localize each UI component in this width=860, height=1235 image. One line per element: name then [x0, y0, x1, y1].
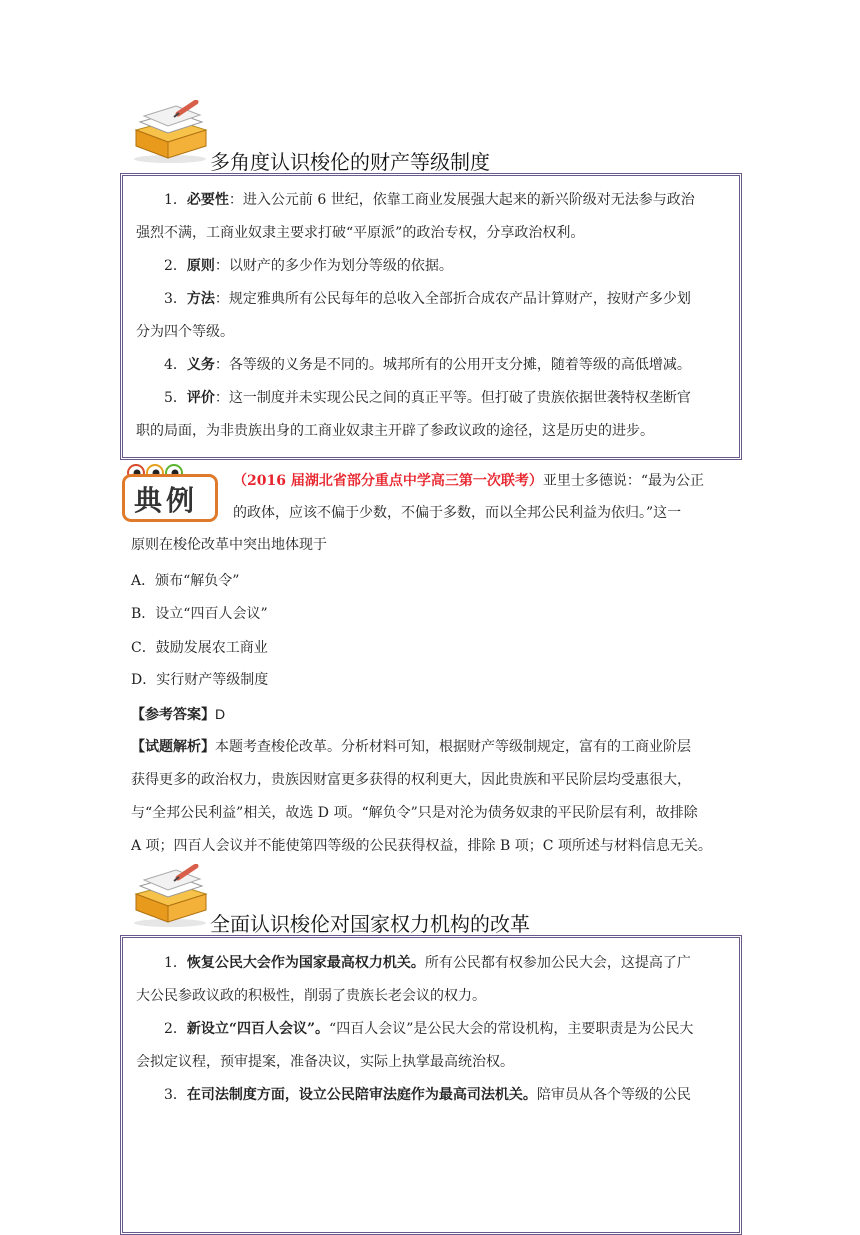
question-source: （2016 届湖北省部分重点中学高三第一次联考）: [233, 473, 543, 489]
book-pencil-icon: [130, 100, 210, 164]
list-item: 3．在司法制度方面，设立公民陪审法庭作为最高司法机关。陪审员从各个等级的公民: [164, 1087, 691, 1103]
question-line: （2016 届湖北省部分重点中学高三第一次联考）亚里士多德说：“最为公正: [233, 473, 705, 489]
example-badge-label: 典例: [134, 484, 199, 517]
list-item-continuation: 会拟定议程，预审提案，准备决议，实际上执掌最高统治权。: [136, 1054, 514, 1070]
option-a: A．颁布“解负令”: [131, 573, 240, 589]
option-d: D．实行财产等级制度: [131, 672, 269, 688]
example-badge: [122, 462, 220, 524]
analysis-line: 与“全邦公民利益”相关，故选 D 项。“解负令”只是对沦为债务奴隶的平民阶层有利，故排除: [131, 805, 698, 821]
list-item-continuation: 大公民参政议政的积极性，削弱了贵族长老会议的权力。: [136, 988, 486, 1004]
question-line: 的政体，应该不偏于少数，不偏于多数，而以全邦公民利益为依归。”这一: [233, 505, 682, 521]
content-frame: [120, 935, 742, 1235]
list-item: 2．原则：以财产的多少作为划分等级的依据。: [164, 258, 453, 274]
list-item: 2．新设立“四百人会议”。“四百人会议”是公民大会的常设机构，主要职责是为公民大: [164, 1021, 694, 1037]
book-pencil-icon: [130, 864, 210, 928]
analysis-line: A 项；四百人会议并不能使第四等级的公民获得权益，排除 B 项；C 项所述与材料信息无关。: [131, 838, 712, 854]
answer-line: 【参考答案】D: [131, 706, 226, 723]
analysis-line: 获得更多的政治权力，贵族因财富更多获得的权利更大，因此贵族和平民阶层均受惠很大，: [131, 772, 691, 788]
content-frame: [120, 173, 742, 460]
analysis-line: 【试题解析】本题考查梭伦改革。分析材料可知，根据财产等级制规定，富有的工商业阶层: [131, 739, 691, 755]
option-b: B．设立“四百人会议”: [131, 606, 268, 622]
list-item: 1．必要性：进入公元前 6 世纪，依靠工商业发展强大起来的新兴阶级对无法参与政治: [164, 192, 695, 208]
list-item-continuation: 分为四个等级。: [136, 324, 234, 340]
list-item-continuation: 职的局面，为非贵族出身的工商业奴隶主开辟了参政议政的途径，这是历史的进步。: [136, 423, 654, 439]
list-item: 3．方法：规定雅典所有公民每年的总收入全部折合成农产品计算财产，按财产多少划: [164, 291, 691, 307]
option-c: C．鼓励发展农工商业: [131, 640, 268, 656]
question-line: 原则在梭伦改革中突出地体现于: [131, 537, 327, 553]
list-item: 4．义务：各等级的义务是不同的。城邦所有的公用开支分摊，随着等级的高低增减。: [164, 357, 691, 373]
list-item: 1．恢复公民大会作为国家最高权力机关。所有公民都有权参加公民大会，这提高了广: [164, 955, 691, 971]
section-title: 全面认识梭伦对国家权力机构的改革: [210, 912, 530, 936]
section-title: 多角度认识梭伦的财产等级制度: [210, 150, 490, 174]
list-item: 5．评价：这一制度并未实现公民之间的真正平等。但打破了贵族依据世袭特权垄断官: [164, 390, 691, 406]
list-item-continuation: 强烈不满，工商业奴隶主要求打破“平原派”的政治专权，分享政治权利。: [136, 225, 585, 241]
